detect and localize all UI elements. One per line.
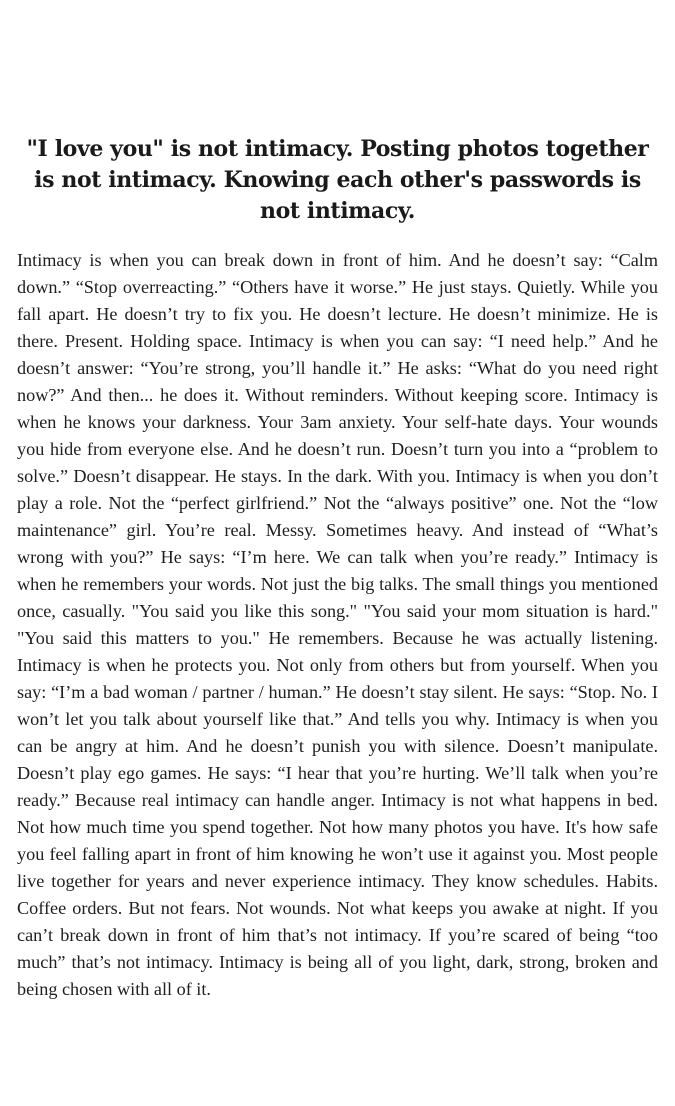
article (17, 134, 658, 1003)
body-paragraph: Intimacy is when you can break down in front of him. And he doesn’t say: “Calm down.” “Stop overreacting.” “Others have it worse.” He just stays. Quietly. While you fall apart. He doesn’t try to fix you. He doesn’t lecture. He doesn’t minimize. He is there. Present. Holding space. Intimacy is when you can say: “I need help.” And he doesn’t answer: “You’re strong, you’ll handle it.” He asks: “What do you need right now?” And then... he does it. Without reminders. Without keeping score. Intimacy is when he knows your darkness. Your 3am anxiety. Your self-hate days. Your wounds you hide from everyone else. And he doesn’t run. Doesn’t turn you into a “problem to solve.” Doesn’t disappear. He stays. In the dark. With you. Intimacy is when you don’t play a role. Not the “perfect girlfriend.” Not the “always positive” one. Not the “low maintenance” girl. You’re real. Messy. Sometimes heavy. And instead of “What’s wrong with you?” He says: “I’m here. We can talk when you’re ready.” Intimacy is when he remembers your words. Not just the big talks. The small things you mentioned once, casually. "You said you like this song." "You said your mom situation is hard." "You said this matters to you." He remembers. Because he was actually listening. Intimacy is when he protects you. Not only from others but from yourself. When you say: “I’m a bad woman / partner / human.” He doesn’t stay silent. He says: “Stop. No. I won’t let you talk about yourself like that.” And tells you why. Intimacy is when you can be angry at him. And he doesn’t punish you with silence. Doesn’t manipulate. Doesn’t play ego games. He says: “I hear that you’re hurting. We’ll talk when you’re ready.” Because real intimacy can handle anger. Intimacy is not what happens in bed. Not how much time you spend together. Not how many photos you have. It's how safe you feel falling apart in front of him knowing he won’t use it against you. Most people live together for years and never experience intimacy. They know schedules. Habits. Coffee orders. But not fears. Not wounds. Not what keeps you awake at night. If you can’t break down in front of him that’s not intimacy. If you’re scared of being “too much” that’s not intimacy. Intimacy is being all of you light, dark, strong, broken and being chosen with all of it. (17, 250, 658, 999)
headline: "I love you" is not intimacy. Posting photos together is not intimacy. Knowing each other's passwords is not intimacy. (26, 136, 649, 224)
